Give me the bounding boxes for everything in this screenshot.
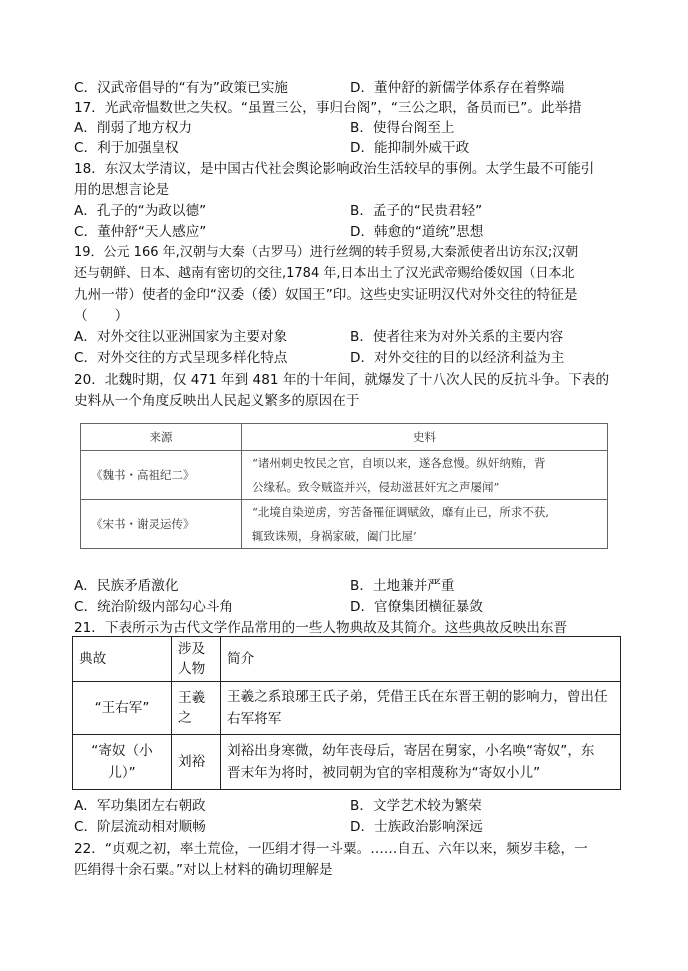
q20-option-a: A．民族矛盾激化 bbox=[74, 578, 179, 594]
q21-row2-intro-line1: 刘裕出身寒微，幼年丧母后，寄居在舅家，小名唤“寄奴”，东 bbox=[227, 743, 595, 759]
q18-option-a: A．孔子的“为政以德” bbox=[74, 203, 207, 219]
q20-option-d: D．官僚集团横征暴敛 bbox=[350, 599, 483, 615]
q20-option-b: B．土地兼并严重 bbox=[350, 578, 455, 594]
q20-option-c: C．统治阶级内部勾心斗角 bbox=[74, 599, 234, 615]
q17-option-c: C．利于加强皇权 bbox=[74, 140, 179, 156]
q19-stem-line3: 九州一带）使者的金印“汉委（倭）奴国王”印。这些史实证明汉代对外交往的特征是 bbox=[74, 287, 578, 303]
q21-header-person: 涉及人物 bbox=[172, 637, 221, 682]
q21-row2-story-line1: “寄奴（小 bbox=[91, 743, 153, 759]
q21-option-a: A．军功集团左右朝政 bbox=[74, 798, 206, 814]
q17-option-b: B．使得台阁至上 bbox=[350, 120, 455, 136]
q19-stem-line4: （ ） bbox=[74, 308, 129, 324]
q19-stem-line2: 还与朝鲜、日本、越南有密切的交往,1784 年,日本出土了汉光武帝赐给倭奴国（日本北 bbox=[74, 266, 575, 281]
q21-row1-intro-line1: 王羲之系琅琊王氏子弟，凭借王氏在东晋王朝的影响力，曾出任 bbox=[227, 689, 608, 705]
q19-option-d: D．对外交往的目的以经济利益为主 bbox=[350, 350, 565, 366]
q20-row2-source: 《宋书・谢灵运传》 bbox=[81, 500, 242, 549]
q20-row2-text bbox=[242, 500, 608, 549]
q19-option-b: B．使者往来为对外关系的主要内容 bbox=[350, 329, 564, 345]
q21-option-c: C．阶层流动相对顺畅 bbox=[74, 819, 206, 835]
table-row bbox=[73, 735, 621, 790]
q20-row1-source: 《魏书・高祖纪二》 bbox=[81, 451, 242, 500]
q17-option-d: D．能抑制外威干政 bbox=[350, 140, 470, 156]
q21-stem: 21．下表所示为古代文学作品常用的一些人物典故及其简介。这些典故反映出东晋 bbox=[74, 620, 568, 636]
table-row bbox=[73, 637, 621, 682]
q20-source-table bbox=[80, 423, 608, 549]
q21-row1-intro-line2: 右军将军 bbox=[227, 711, 282, 727]
q17-option-a: A．削弱了地方权力 bbox=[74, 120, 193, 136]
q20-header-text: 史料 bbox=[242, 424, 608, 451]
q19-option-a: A．对外交往以亚洲国家为主要对象 bbox=[74, 329, 288, 345]
q21-row2-story-line2: 儿）” bbox=[108, 765, 136, 781]
table-row bbox=[81, 500, 608, 549]
q20-stem-line1: 20．北魏时期，仅 471 年到 481 年的十年间，就爆发了十八次人民的反抗斗争。下表的 bbox=[74, 372, 610, 388]
q18-option-c: C．董仲舒“天人感应” bbox=[74, 224, 207, 240]
q18-stem-line2: 用的思想言论是 bbox=[74, 182, 170, 198]
q21-option-b: B．文学艺术较为繁荣 bbox=[350, 798, 482, 814]
q20-row1-text-line2: 公缘私。致令贼盗并兴，侵劫滋甚奸宄之声屡闻” bbox=[252, 480, 500, 494]
q19-stem-line1: 19．公元 166 年,汉朝与大秦（古罗马）进行丝绸的转手贸易,大秦派使者出访东汉;汉朝 bbox=[74, 245, 579, 260]
q19-option-c: C．对外交往的方式呈现多样化特点 bbox=[74, 350, 288, 366]
q21-row2-intro bbox=[221, 735, 621, 790]
q21-row2-story bbox=[73, 735, 172, 790]
q21-row1-story: “王右军” bbox=[73, 682, 172, 735]
table-row bbox=[81, 451, 608, 500]
q20-header-source: 来源 bbox=[81, 424, 242, 451]
q21-row1-intro bbox=[221, 682, 621, 735]
q22-stem-line1: 22．“贞观之初，率土荒俭，一匹绢才得一斗粟。……自五、六年以来，频岁丰稔，一 bbox=[74, 841, 588, 857]
q20-row2-text-line2: 辄致诛殒，身祸家破，阖门比屋’ bbox=[252, 529, 417, 543]
q21-header-story: 典故 bbox=[73, 637, 172, 682]
q21-allusion-table bbox=[72, 636, 621, 790]
q16-option-c: C．汉武帝倡导的“有为”政策已实施 bbox=[74, 80, 288, 96]
q18-stem-line1: 18．东汉太学清议，是中国古代社会舆论影响政治生活较早的事例。太学生最不可能引 bbox=[74, 161, 595, 177]
q22-stem-line2: 匹绢得十余石粟。”对以上材料的确切理解是 bbox=[74, 862, 333, 878]
q18-option-b: B．孟子的“民贵君轻” bbox=[350, 203, 483, 219]
q21-header-intro: 简介 bbox=[221, 637, 621, 682]
q20-stem-line2: 史料从一个角度反映出人民起义繁多的原因在于 bbox=[74, 393, 360, 409]
q20-row1-text-line1: “诸州刺史牧民之官，自顷以来，遂各怠慢。纵奸纳贿，背 bbox=[252, 456, 546, 470]
q16-option-d: D．董仲舒的新儒学体系存在着弊端 bbox=[350, 80, 565, 96]
q17-stem: 17．光武帝愠数世之失权。“虽置三公，事归台阁”，“三公之职，备员而已”。此举措 bbox=[74, 100, 582, 116]
q21-row2-intro-line2: 晋末年为将时，被同朝为官的宰相蔑称为“寄奴小儿” bbox=[227, 765, 541, 781]
q21-option-d: D．士族政治影响深远 bbox=[350, 819, 483, 835]
q21-row2-person: 刘裕 bbox=[172, 735, 221, 790]
q20-row2-text-line1: “北境自染逆虏，穷苦备罹征调赋敛，靡有止已，所求不获, bbox=[252, 505, 550, 519]
table-row bbox=[73, 682, 621, 735]
q18-option-d: D．韩愈的“道统”思想 bbox=[350, 224, 484, 240]
q21-row1-person: 王羲之 bbox=[172, 682, 221, 735]
q20-row1-text bbox=[242, 451, 608, 500]
